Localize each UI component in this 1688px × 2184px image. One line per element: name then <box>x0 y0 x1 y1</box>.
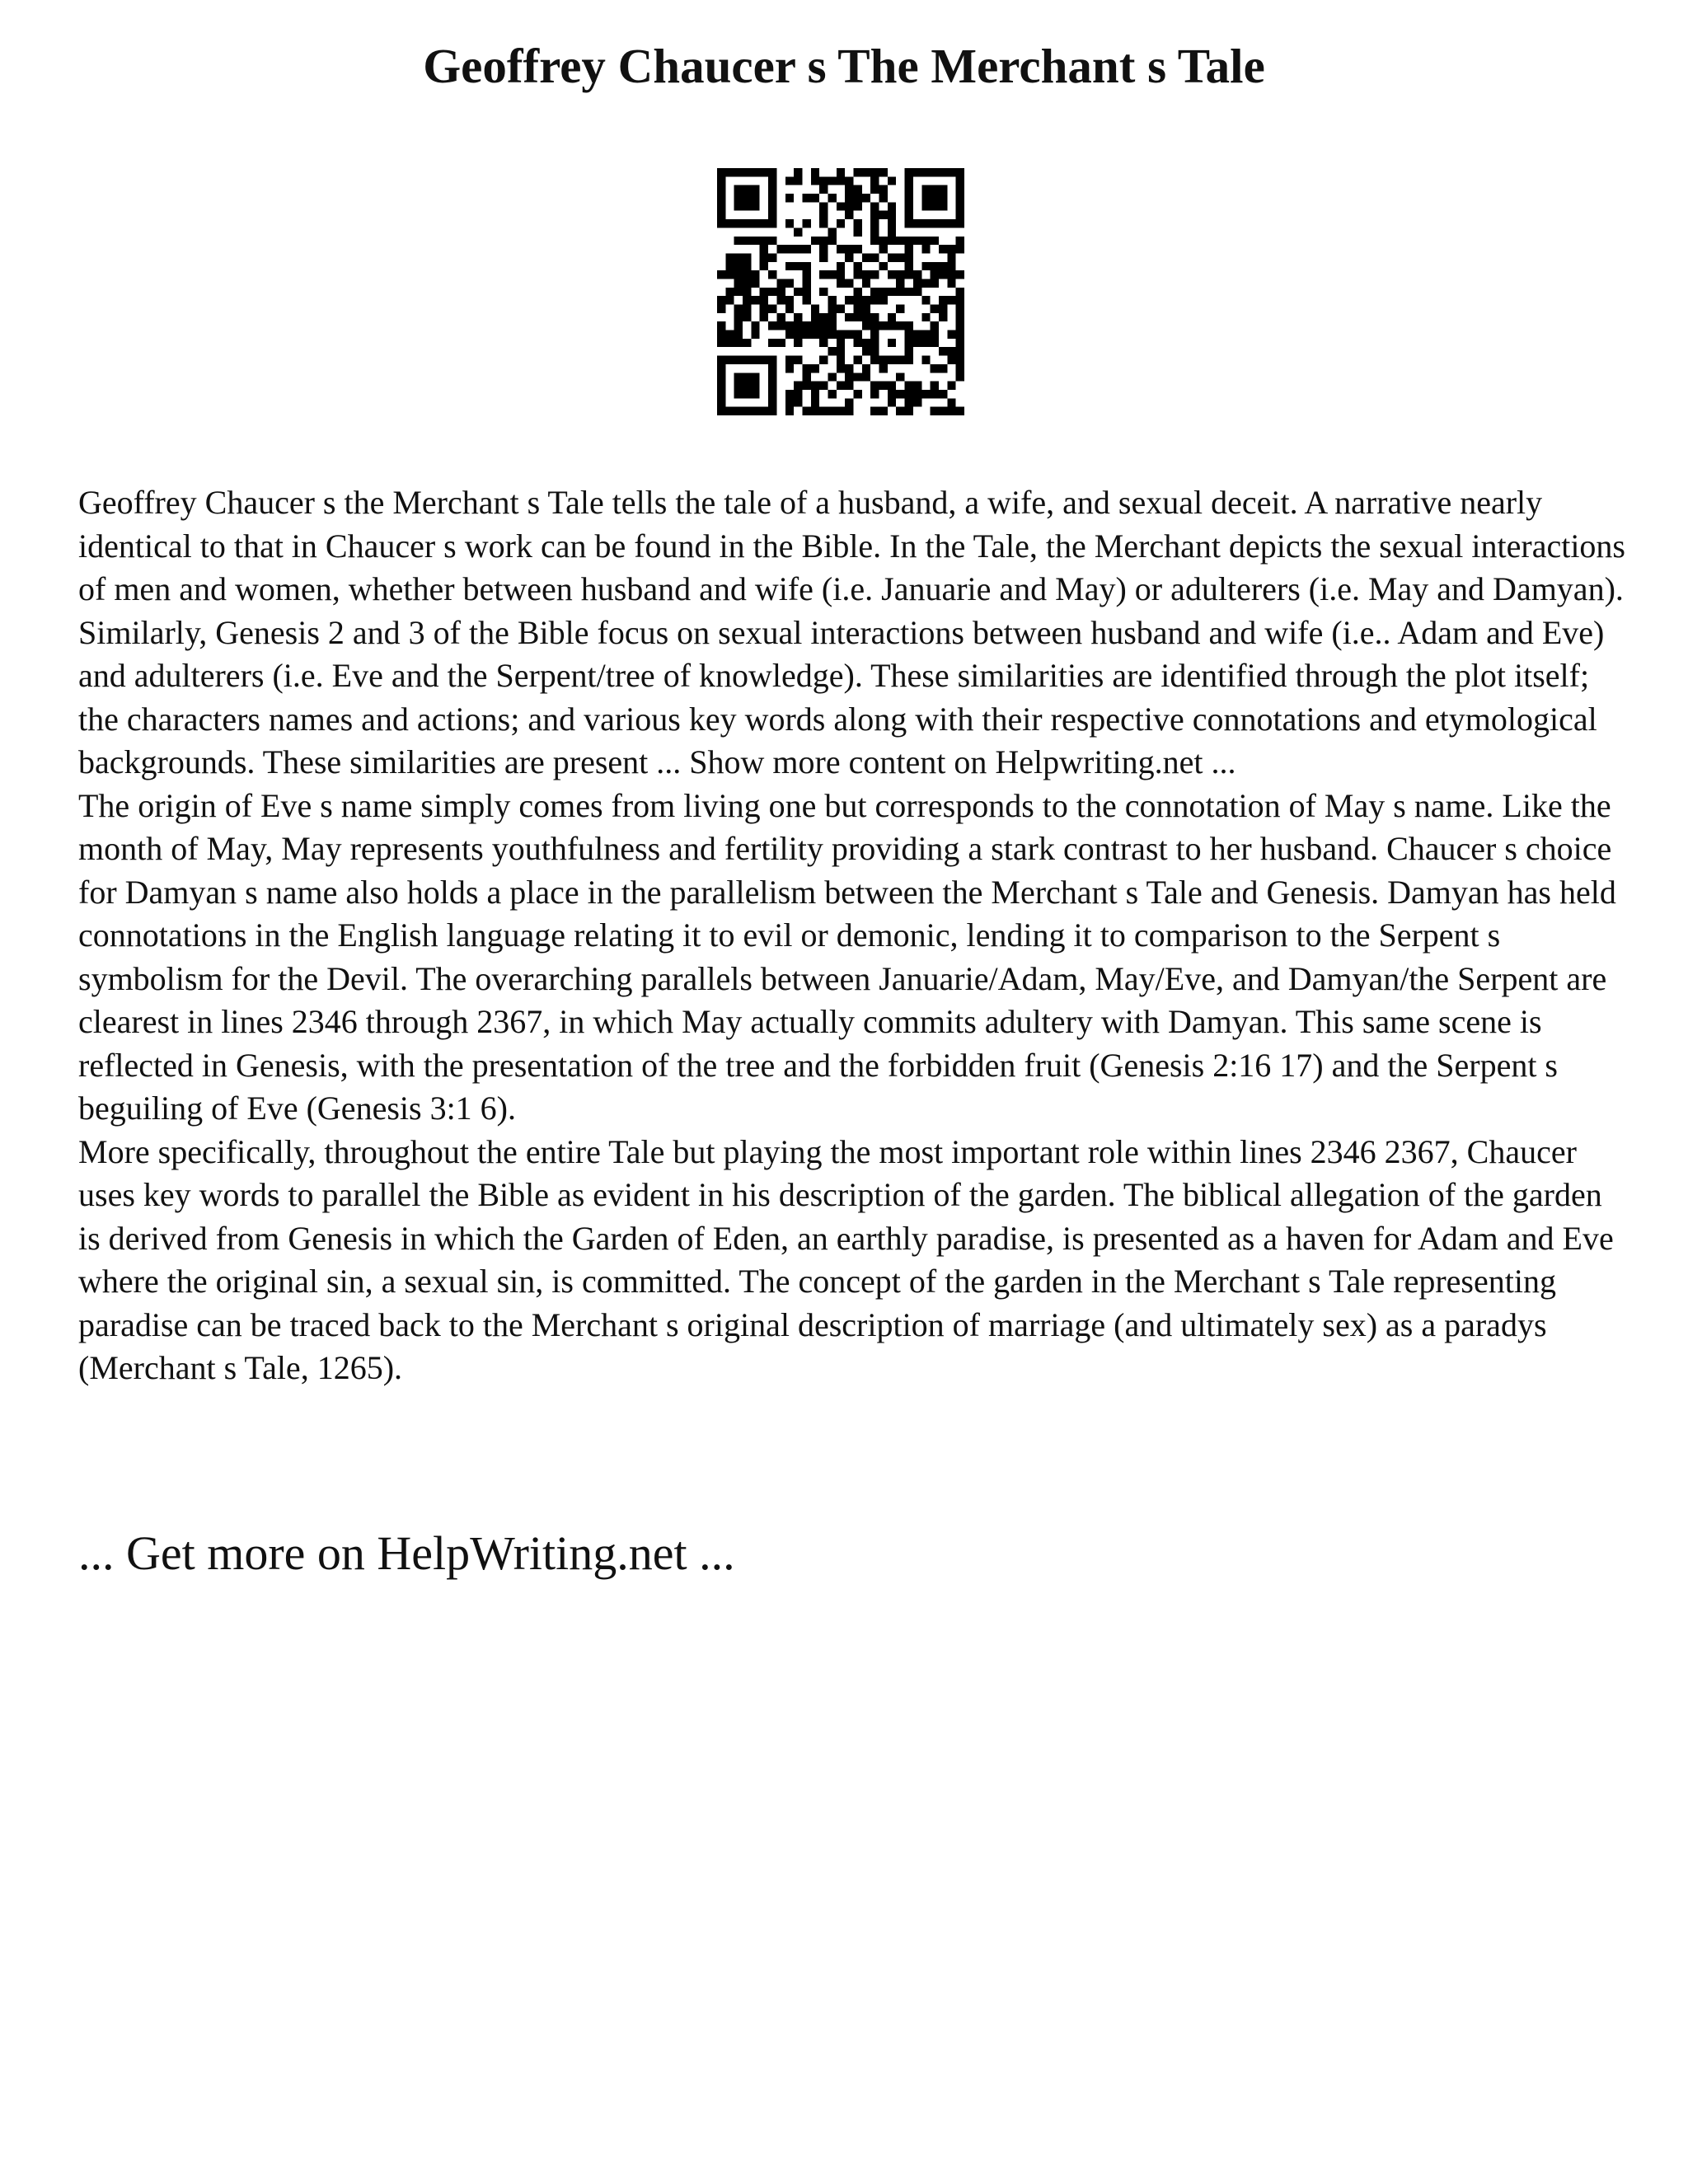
article-paragraph: More specifically, throughout the entire Tale but playing the most important role within lines 2346 2367, Chaucer uses key words to parallel the Bible as evident in his description of the garden. The biblical allegation of the garden is derived from Genesis in which the Garden of Eden, an earthly paradise, is presented as a haven for Adam and Eve where the original sin, a sexual sin, is committed. The concept of the garden in the Merchant s Tale representing paradise can be traced back to the Merchant s original description of marriage (and ultimately sex) as a paradys (Merchant s Tale, 1265). <box>78 1132 1614 1386</box>
article-body <box>78 481 1628 1390</box>
article-paragraph: The origin of Eve s name simply comes from living one but corresponds to the connotation of May s name. Like the month of May, May represents youthfulness and fertility providing a stark contrast to her husband. Chaucer s choice for Damyan s name also holds a place in the parallelism between the Merchant s Tale and Genesis. Damyan has held connotations in the English language relating it to evil or demonic, lending it to comparison to the Serpent s symbolism for the Devil. The overarching parallels between Januarie/Adam, May/Eve, and Damyan/the Serpent are clearest in lines 2346 through 2367, in which May actually commits adultery with Damyan. This same scene is reflected in Genesis, with the presentation of the tree and the forbidden fruit (Genesis 2:16 17) and the Serpent s beguiling of Eve (Genesis 3:1 6). <box>78 786 1616 1127</box>
qr-code-icon <box>717 168 964 415</box>
get-more-link[interactable]: ... Get more on HelpWriting.net ... <box>78 1526 735 1580</box>
article-paragraph: Geoffrey Chaucer s the Merchant s Tale tells the tale of a husband, a wife, and sexual deceit. A narrative nearly identical to that in Chaucer s work can be found in the Bible. In the Tale, the Merchant depicts the sexual interactions of men and women, whether between husband and wife (i.e. Januarie and May) or adulterers (i.e. May and Damyan). Similarly, Genesis 2 and 3 of the Bible focus on sexual interactions between husband and wife (i.e.. Adam and Eve) and adulterers (i.e. Eve and the Serpent/tree of knowledge). These similarities are identified through the plot itself; the characters names and actions; and various key words along with their respective connotations and etymological backgrounds. These similarities are present ... Show more content on Helpwriting.net ... <box>78 484 1625 780</box>
page-title: Geoffrey Chaucer s The Merchant s Tale <box>423 39 1265 93</box>
